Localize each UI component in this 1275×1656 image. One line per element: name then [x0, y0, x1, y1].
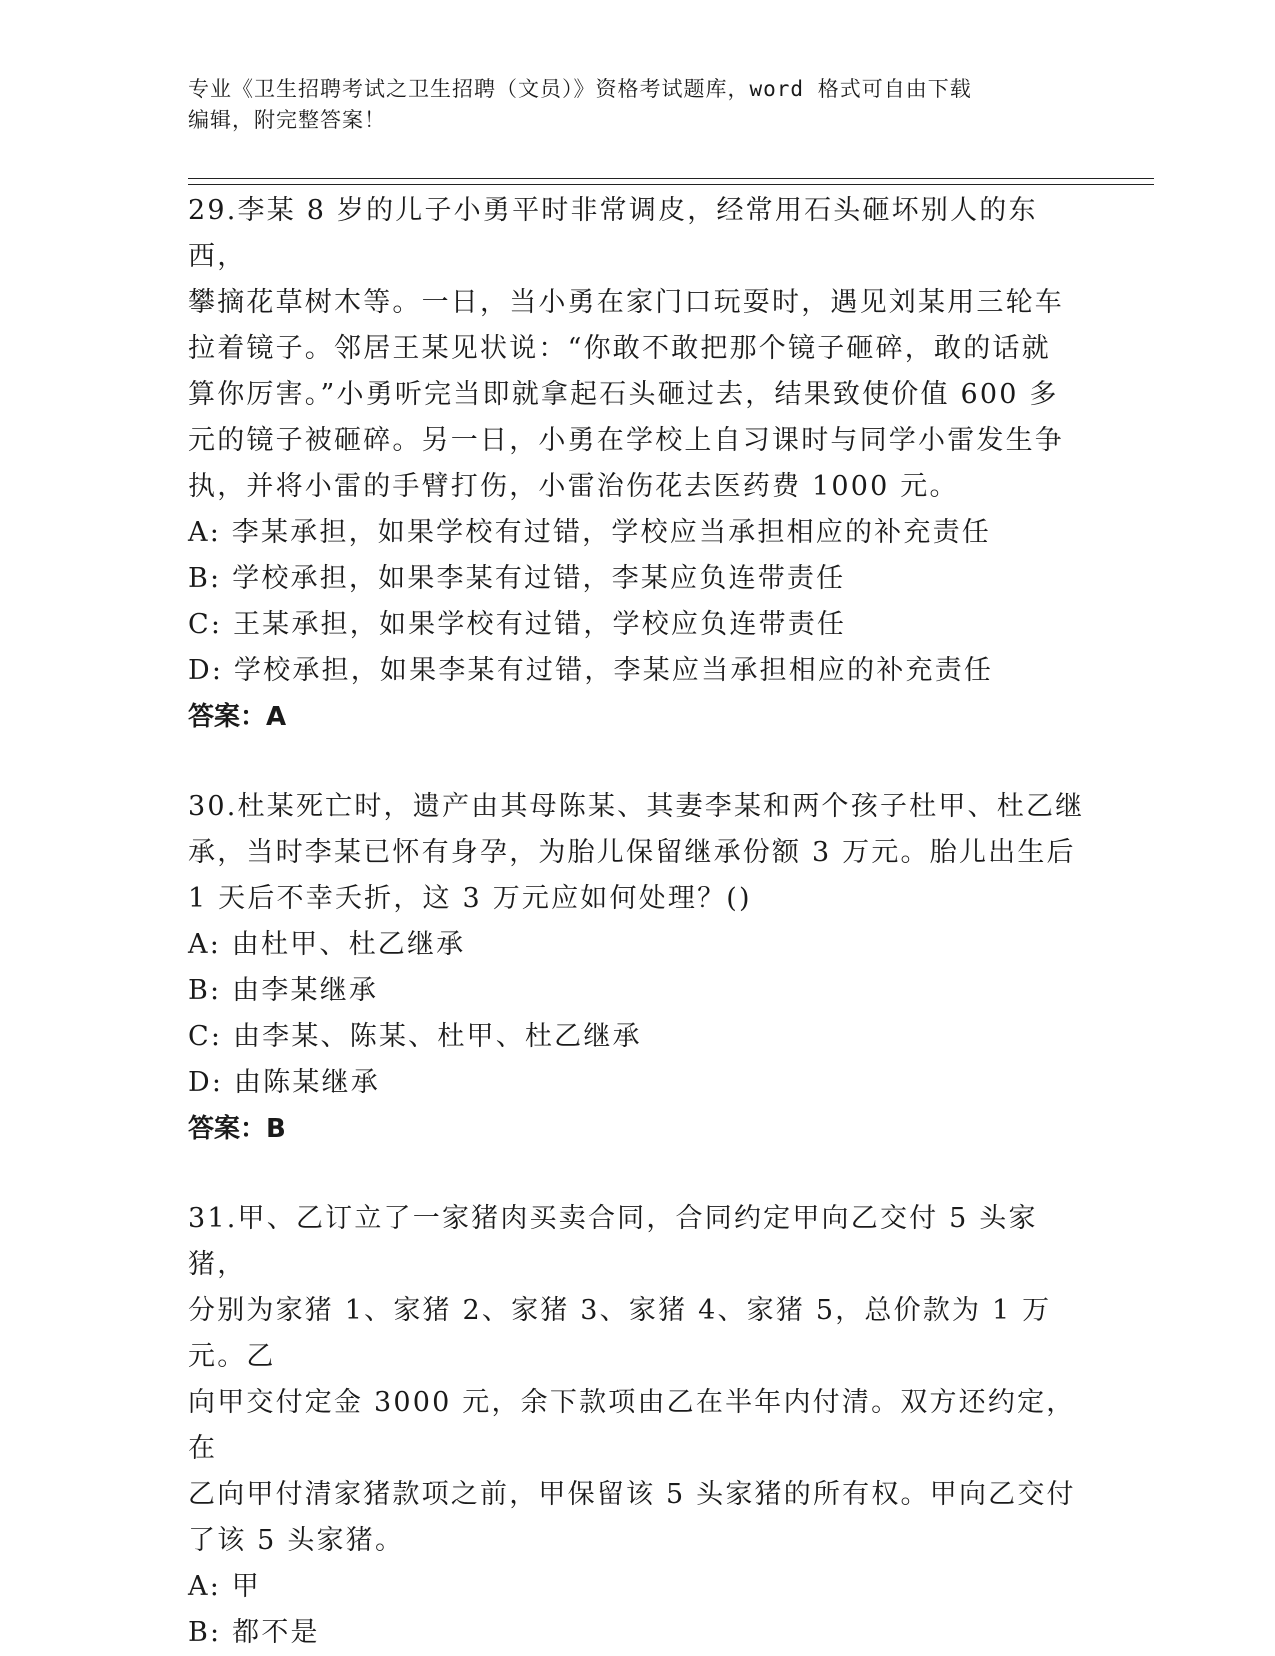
question-29	[188, 188, 1093, 740]
option-a: A: 李某承担，如果学校有过错，学校应当承担相应的补充责任	[188, 517, 991, 548]
question-text-line: 算你厉害。”小勇听完当即就拿起石头砸过去，结果致使价值 600 多	[188, 379, 1059, 410]
option-b: B: 学校承担，如果李某有过错，李某应负连带责任	[188, 563, 846, 594]
option-d: D: 由陈某继承	[188, 1067, 380, 1098]
option-a: A: 甲	[188, 1571, 261, 1602]
question-text-line: 向甲交付定金 3000 元，余下款项由乙在半年内付清。双方还约定，在	[188, 1387, 1076, 1464]
answer-label: 答案：A	[188, 702, 287, 732]
option-b: B: 都不是	[188, 1617, 320, 1648]
answer-label: 答案：B	[188, 1114, 286, 1144]
document-header	[188, 74, 1068, 136]
header-line-2: 编辑，附完整答案！	[188, 108, 386, 132]
question-text	[188, 188, 1093, 510]
question-text	[188, 784, 1093, 922]
question-text-line: 承，当时李某已怀有身孕，为胎儿保留继承份额 3 万元。胎儿出生后	[188, 837, 1076, 868]
question-list	[188, 188, 1093, 1656]
question-31	[188, 1196, 1093, 1656]
question-spacer	[188, 740, 1093, 784]
option-d: D: 学校承担，如果李某有过错，李某应当承担相应的补充责任	[188, 655, 994, 686]
option-b: B: 由李某继承	[188, 975, 379, 1006]
option-c: C: 由李某、陈某、杜甲、杜乙继承	[188, 1021, 642, 1052]
question-text-line: 29.李某 8 岁的儿子小勇平时非常调皮，经常用石头砸坏别人的东西，	[188, 195, 1038, 272]
question-text-line: 了该 5 头家猪。	[188, 1525, 405, 1556]
question-text-line: 元的镜子被砸碎。另一日，小勇在学校上自习课时与同学小雷发生争	[188, 425, 1064, 456]
header-divider-bottom	[188, 184, 1154, 185]
header-divider-top	[188, 178, 1154, 179]
header-line-1: 专业《卫生招聘考试之卫生招聘（文员）》资格考试题库，word 格式可自由下载	[188, 77, 972, 101]
question-text-line: 31.甲、乙订立了一家猪肉买卖合同，合同约定甲向乙交付 5 头家猪，	[188, 1203, 1038, 1280]
question-30	[188, 784, 1093, 1152]
question-text-line: 攀摘花草树木等。一日，当小勇在家门口玩耍时，遇见刘某用三轮车	[188, 287, 1064, 318]
question-text-line: 执，并将小雷的手臂打伤，小雷治伤花去医药费 1000 元。	[188, 471, 959, 502]
option-a: A: 由杜甲、杜乙继承	[188, 929, 466, 960]
question-text-line: 30.杜某死亡时，遗产由其母陈某、其妻李某和两个孩子杜甲、杜乙继	[188, 791, 1085, 822]
question-text-line: 分别为家猪 1、家猪 2、家猪 3、家猪 4、家猪 5，总价款为 1 万元。乙	[188, 1295, 1052, 1372]
question-text	[188, 1196, 1093, 1564]
question-text-line: 拉着镜子。邻居王某见状说：“你敢不敢把那个镜子砸碎，敢的话就	[188, 333, 1051, 364]
option-c: C: 王某承担，如果学校有过错，学校应负连带责任	[188, 609, 847, 640]
question-spacer	[188, 1152, 1093, 1196]
question-text-line: 1 天后不幸夭折，这 3 万元应如何处理？()	[188, 883, 752, 914]
question-text-line: 乙向甲付清家猪款项之前，甲保留该 5 头家猪的所有权。甲向乙交付	[188, 1479, 1076, 1510]
